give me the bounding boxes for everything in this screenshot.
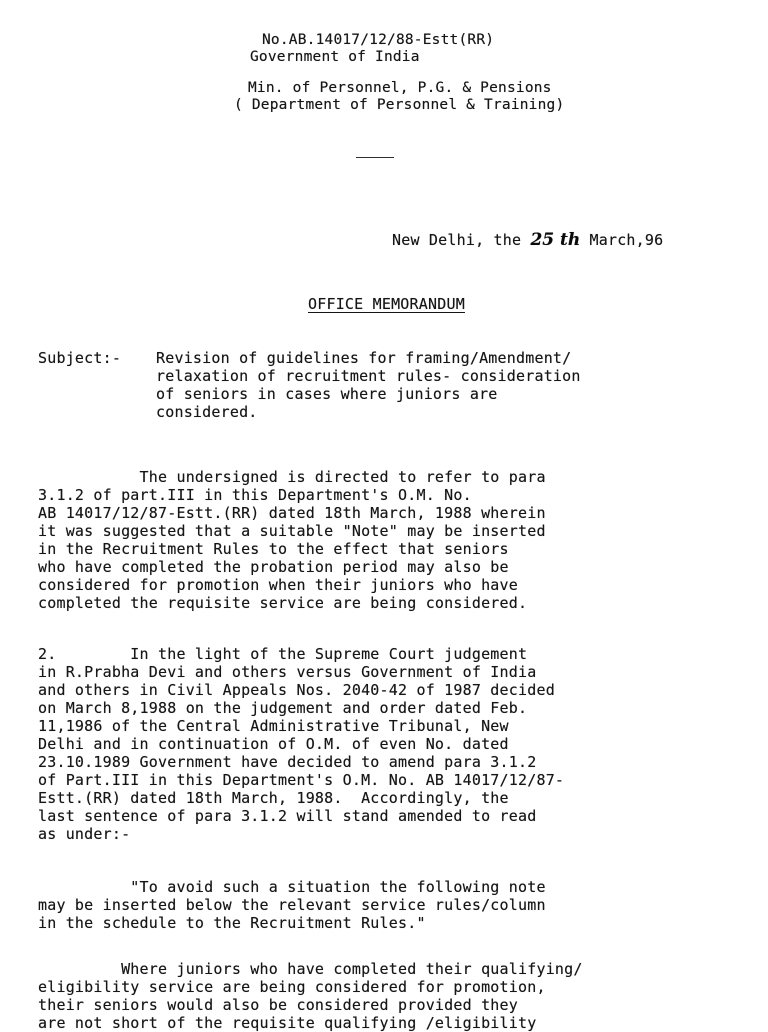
paragraph-line: last sentence of para 3.1.2 will stand amended to read	[38, 807, 537, 825]
paragraph-line: who have completed the probation period may also be	[38, 558, 509, 576]
subject-line: considered.	[156, 403, 258, 421]
paragraph-line: eligibility service are being considered for promotion,	[38, 978, 546, 996]
paragraph-line: on March 8,1988 on the judgement and order dated Feb.	[38, 699, 528, 717]
paragraph-line: 11,1986 of the Central Administrative Tribunal, New	[38, 717, 509, 735]
paragraph-line: 3.1.2 of part.III in this Department's O.M. No.	[38, 486, 472, 504]
paragraph-line: AB 14017/12/87-Estt.(RR) dated 18th March, 1988 wherein	[38, 504, 546, 522]
department-line: ( Department of Personnel & Training)	[234, 97, 565, 113]
paragraph-line: in the Recruitment Rules to the effect that seniors	[38, 540, 509, 558]
paragraph-line: Where juniors who have completed their qualifying/	[38, 960, 583, 978]
paragraph-line: and others in Civil Appeals Nos. 2040-42 of 1987 decided	[38, 681, 555, 699]
paragraph-line: 23.10.1989 Government have decided to amend para 3.1.2	[38, 753, 537, 771]
subject-line: relaxation of recruitment rules- consideration	[156, 367, 581, 385]
ministry-line: Min. of Personnel, P.G. & Pensions	[248, 80, 552, 96]
subject-line: Revision of guidelines for framing/Amendment/	[156, 349, 572, 367]
month-year: March,96	[589, 231, 664, 249]
memo-title: OFFICE MEMORANDUM	[308, 295, 465, 313]
paragraph-line: considered for promotion when their juniors who have	[38, 576, 518, 594]
place-date	[392, 230, 664, 250]
paragraph-line: The undersigned is directed to refer to para	[38, 468, 546, 486]
paragraph-line: may be inserted below the relevant service rules/column	[38, 896, 546, 914]
paragraph-line: in the schedule to the Recruitment Rules."	[38, 914, 426, 932]
place-prefix: New Delhi, the	[392, 231, 522, 249]
paragraph-line: "To avoid such a situation the following note	[38, 878, 546, 896]
paragraph-line: Delhi and in continuation of O.M. of even No. dated	[38, 735, 509, 753]
handwritten-day: 25 th	[530, 230, 581, 250]
paragraph-line: are not short of the requisite qualifying /eligibility	[38, 1014, 537, 1032]
subject-line: of seniors in cases where juniors are	[156, 385, 498, 403]
paragraph-line: it was suggested that a suitable "Note" may be inserted	[38, 522, 546, 540]
paragraph-line: completed the requisite service are being considered.	[38, 594, 528, 612]
paragraph-line: as under:-	[38, 825, 131, 843]
government-line: Government of India	[250, 49, 420, 65]
file-number: No.AB.14017/12/88-Estt(RR)	[262, 32, 495, 48]
paragraph-line: their seniors would also be considered provided they	[38, 996, 518, 1014]
paragraph-line: in R.Prabha Devi and others versus Government of India	[38, 663, 537, 681]
paragraph-line: Estt.(RR) dated 18th March, 1988. Accordingly, the	[38, 789, 509, 807]
subject-label: Subject:-	[38, 349, 122, 367]
paragraph-line: 2. In the light of the Supreme Court judgement	[38, 645, 528, 663]
header-divider	[356, 157, 394, 158]
paragraph-line: of Part.III in this Department's O.M. No. AB 14017/12/87-	[38, 771, 565, 789]
